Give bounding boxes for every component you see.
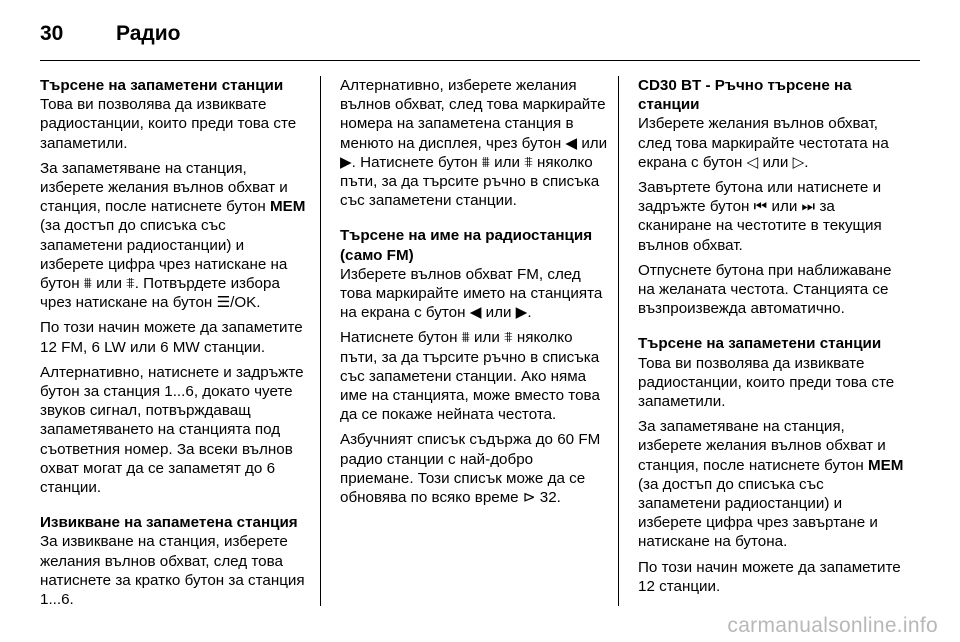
- paragraph: Това ви позволява да извиквате радиостанции, които преди това сте запаметили.: [638, 354, 895, 411]
- column-divider-1: [320, 76, 321, 606]
- mem-button-label: MEM: [867, 456, 904, 474]
- section-heading-stored-search: Търсене на запаметени станции: [638, 335, 882, 353]
- column-divider-2: [618, 76, 619, 606]
- paragraph: По този начин можете да запаметите 12 станции.: [638, 558, 901, 595]
- paragraph: Азбучният списък съдържа до 60 FM радио станции с най-добро приемане. Този списък може да се обновява по всяко време ⊳ 32.: [340, 431, 601, 507]
- paragraph: За запаметяване на станция, изберете желания вълнов обхват и станция, после натиснете бутон MEM (за достъп до списъка със запаметени радиостанции) и изберете цифра чрез натискане на бутон ⩩ или ⩨. Потвърдете избора чрез натискане на бутон ☰/OK.: [40, 159, 306, 312]
- paragraph: Изберете желания вълнов обхват, след това маркирайте честотата на екрана с бутон ◁ или ▷.: [638, 115, 889, 171]
- paragraph: Натиснете бутон ⩩ или ⩨ няколко пъти, за да търсите ръчно в списъка със запаметени станции. Ако няма име на станцията, може вместо това да се покаже нейната честота.: [340, 329, 600, 424]
- page-reference-icon: ⊳: [522, 489, 536, 507]
- section-heading-recall-station: Извикване на запаметена станция: [40, 514, 298, 532]
- paragraph: За извикване на станция, изберете желания вълнов обхват, след това натиснете за кратко бутон за станция 1...6.: [40, 533, 305, 609]
- paragraph: Алтернативно, натиснете и задръжте бутон за станция 1...6, докато чуете звуков сигнал, потвърждаващ запаметяването на станцията под съответния номер. За всеки вълнов охват могат да се запаметят до 6 станции.: [40, 363, 304, 497]
- paragraph: За запаметяване на станция, изберете желания вълнов обхват и станция, после натиснете бутон MEM (за достъп до списъка със запаметени радиостанции) и изберете цифра чрез завъртане и натискане на бутона.: [638, 418, 904, 551]
- paragraph: Завъртете бутона или натиснете и задръжте бутон ⏮ или ⏭ за сканиране на честотите в текущия вълнов обхват.: [638, 179, 882, 254]
- column-1: [40, 76, 308, 615]
- paragraph: Изберете вълнов обхват FM, след това маркирайте името на станцията на екрана с бутон ◀ или ▶.: [340, 265, 603, 322]
- paragraph: Алтернативно, изберете желания вълнов обхват, след това маркирайте номера на запаметена станция в менюто на дисплея, чрез бутон ◀ или ▶. Натиснете бутон ⩩ или ⩨ няколко пъти, за да търсите ръчно в списъка със запаметени станции.: [340, 77, 608, 210]
- section-heading-manual-search: CD30 BT - Ръчно търсене на станции: [638, 77, 852, 114]
- column-2: [340, 76, 608, 513]
- paragraph: Отпуснете бутона при наближаване на желаната честота. Станцията се възпроизвежда автоматично.: [638, 261, 892, 318]
- header-rule: [40, 60, 920, 61]
- column-3: [638, 76, 906, 602]
- paragraph: По този начин можете да запаметите 12 FM, 6 LW или 6 MW станции.: [40, 319, 303, 356]
- page-title: Радио: [116, 22, 181, 45]
- mem-button-label: MEM: [269, 198, 306, 216]
- section-heading-name-search: Търсене на име на радиостанция (само FM): [340, 227, 593, 264]
- page-header: [40, 12, 180, 56]
- watermark: carmanualsonline.info: [727, 614, 938, 637]
- paragraph: Това ви позволява да извиквате радиостанции, които преди това сте запаметили.: [40, 96, 297, 152]
- page-number: 30: [40, 22, 64, 45]
- section-heading-stored-search: Търсене на запаметени станции: [40, 77, 284, 94]
